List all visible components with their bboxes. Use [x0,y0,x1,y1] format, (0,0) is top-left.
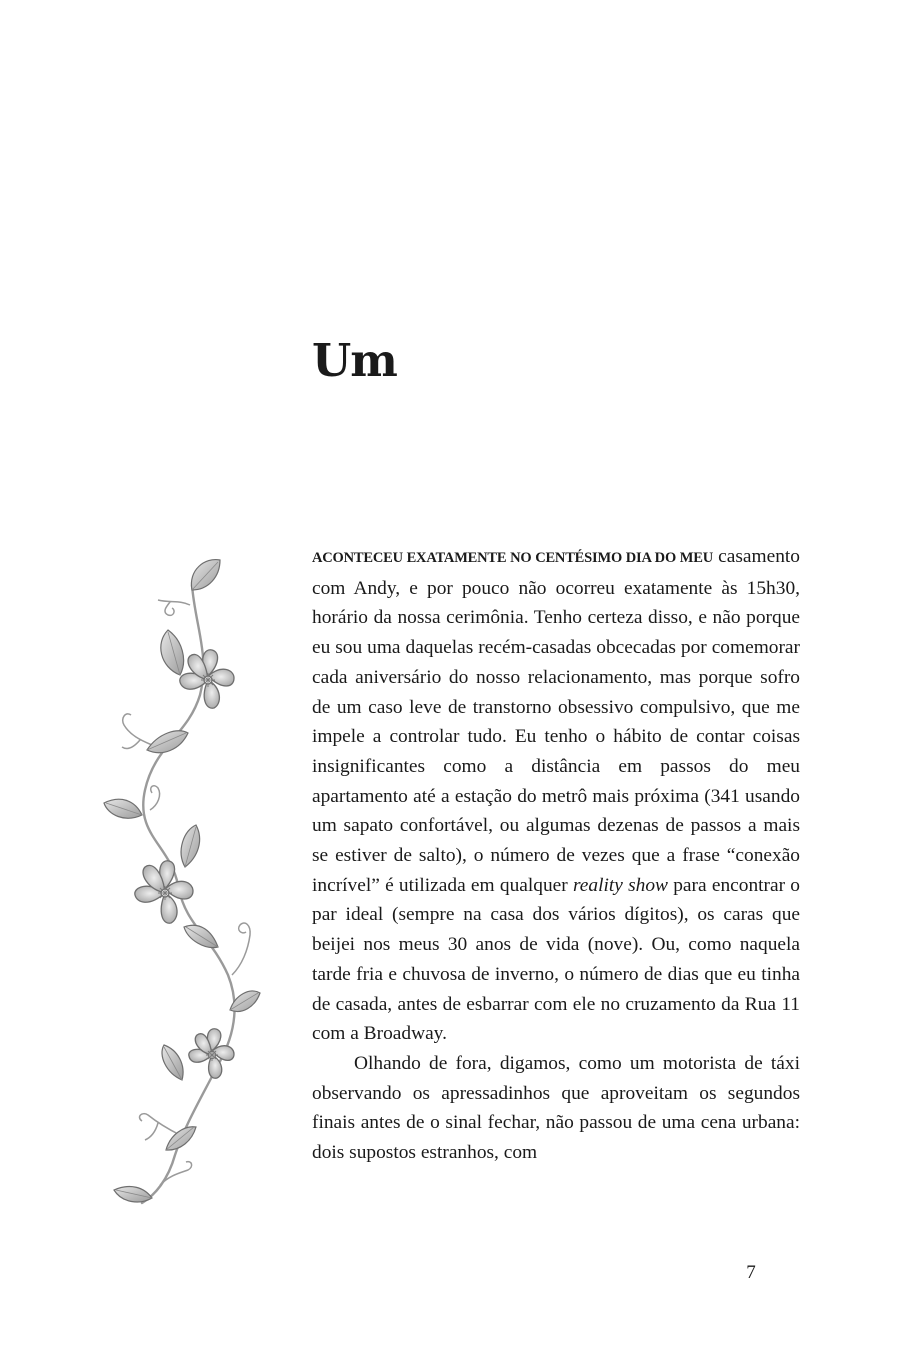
chapter-body [312,542,800,1168]
paragraph-1-text-continued: para encontrar o par ideal (sempre na casa dos vários dígitos), os caras que beijei nos meus 30 anos de vida (nove). Ou, como naquela tarde fria e chuvosa de inverno, o número de dias que eu tinha de casada, antes de esbarrar com ele no cruzamento da Rua 11 com a Broadway. [312,874,800,1045]
floral-vine-icon [100,555,265,1215]
page-number: 7 [746,1262,756,1283]
italic-phrase: reality show [572,874,668,896]
paragraph-1 [312,542,800,1049]
chapter-title: Um [312,334,397,387]
paragraph-1-text: casamento com Andy, e por pouco não ocorreu exatamente às 15h30, horário da nossa cerimônia. Tenho certeza disso, e não porque eu sou uma daquelas recém-casadas obcecadas por comemorar cada aniversário do nosso relacionamento, mas porque sofro de um caso leve de transtorno obsessivo compulsivo, que me impele a controlar tudo. Eu tenho o hábito de contar coisas insignificantes como a distância em passos do meu apartamento até a estação do metrô mais próxima (341 usando um sapato confortável, ou algumas dezenas de passos a mais se estiver de salto), o número de vezes que a frase “conexão incrível” é utilizada em qualquer [312,546,800,896]
paragraph-2: Olhando de fora, digamos, como um motorista de táxi observando os apressadinhos que aproveitam os segundos finais antes de o sinal fechar, não passou de uma cena urbana: dois supostos estranhos, com [312,1052,800,1164]
opening-small-caps: ACONTECEU EXATAMENTE NO CENTÉSIMO DIA DO MEU [312,550,713,566]
